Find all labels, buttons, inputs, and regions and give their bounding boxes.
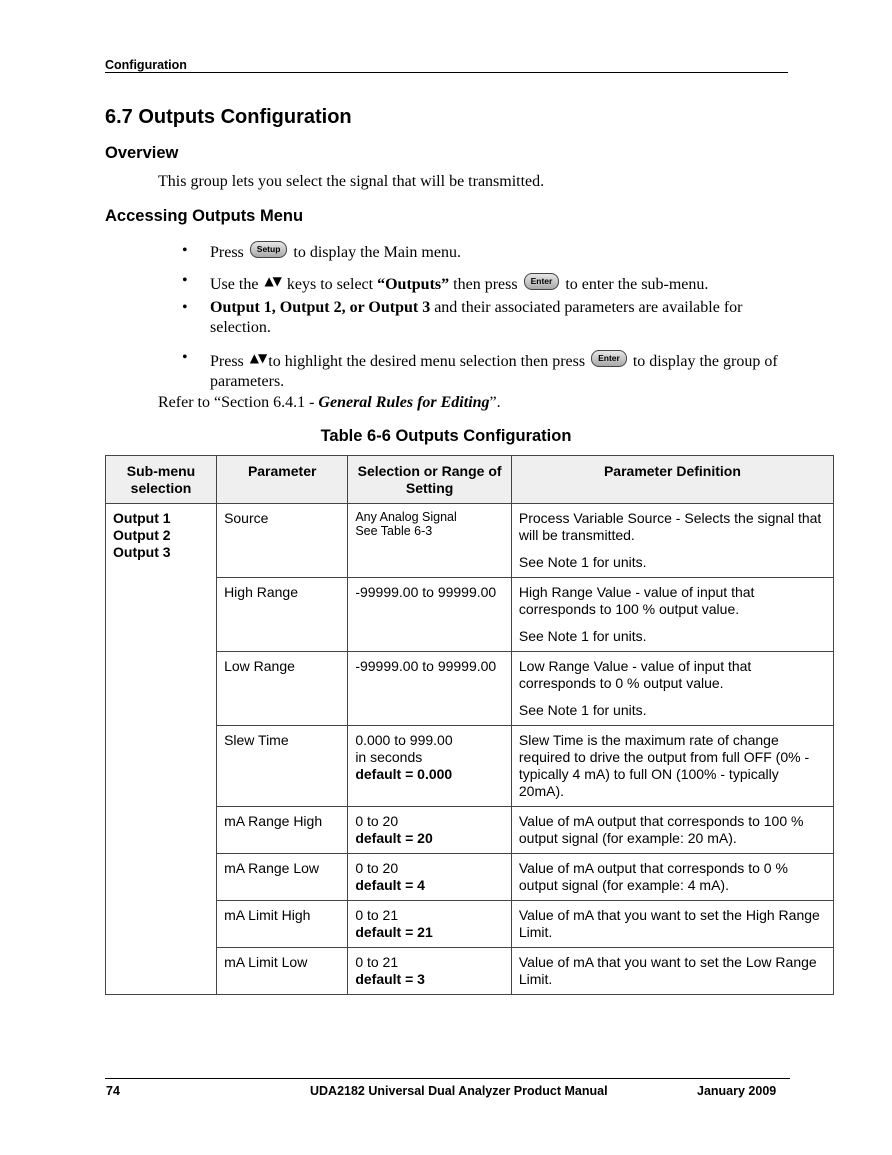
bullet-dot: • xyxy=(182,299,188,316)
footer-rule xyxy=(105,1078,790,1079)
selection-line: 0 to 20 xyxy=(355,860,399,876)
step-4-text-c: to display the group of parameters. xyxy=(210,353,778,390)
table-row xyxy=(106,504,834,578)
enter-key-icon: Enter xyxy=(591,350,627,367)
selection-cell xyxy=(348,726,512,807)
selection-line: 0.000 to 999.00 xyxy=(355,732,453,748)
refer-suffix: ”. xyxy=(489,394,501,411)
refer-link-text: General Rules for Editing xyxy=(318,394,490,411)
step-3-outputs: Output 1, Output 2, or Output 3 xyxy=(210,299,431,316)
step-2-outputs-label: “Outputs” xyxy=(377,276,450,293)
definition-note: See Note 1 for units. xyxy=(518,554,647,570)
running-header: Configuration xyxy=(105,58,788,73)
selection-cell xyxy=(348,807,512,854)
outputs-config-table xyxy=(105,455,834,995)
table-header-row xyxy=(106,456,834,504)
parameter-cell: mA Range High xyxy=(217,807,348,854)
selection-line: 0 to 20 xyxy=(355,813,399,829)
definition-note: See Note 1 for units. xyxy=(518,702,647,718)
enter-key-icon: Enter xyxy=(524,273,560,290)
footer-manual-title: UDA2182 Universal Dual Analyzer Product Manual xyxy=(310,1084,608,1098)
step-1 xyxy=(210,241,790,263)
definition-cell: Value of mA output that corresponds to 100 % output signal (for example: 20 mA). xyxy=(511,807,833,854)
parameter-cell: mA Limit Low xyxy=(217,948,348,995)
definition-cell xyxy=(511,504,833,578)
bullet-dot: • xyxy=(182,349,188,366)
step-4-text-a: Press xyxy=(210,353,248,370)
access-heading: Accessing Outputs Menu xyxy=(105,207,304,225)
step-4-text-b: to highlight the desired menu selection then press xyxy=(268,353,590,370)
refer-prefix: Refer to “Section 6.4.1 - xyxy=(158,394,319,411)
parameter-cell: Low Range xyxy=(217,652,348,726)
selection-cell xyxy=(348,854,512,901)
step-2-text-a: Use the xyxy=(210,276,263,293)
definition-text: Low Range Value - value of input that corresponds to 0 % output value. xyxy=(518,658,752,691)
overview-text: This group lets you select the signal that will be transmitted. xyxy=(158,173,545,190)
definition-cell: Value of mA that you want to set the Low Range Limit. xyxy=(511,948,833,995)
selection-line: 0 to 21 xyxy=(355,907,399,923)
step-1-text-b: to display the Main menu. xyxy=(289,244,461,261)
step-2-text-d: to enter the sub-menu. xyxy=(561,276,709,293)
table-title: Table 6-6 Outputs Configuration xyxy=(320,427,572,445)
step-2 xyxy=(210,271,790,295)
selection-cell xyxy=(348,504,512,578)
definition-cell: Value of mA that you want to set the High Range Limit. xyxy=(511,901,833,948)
selection-line: 0 to 21 xyxy=(355,954,399,970)
definition-cell: Value of mA output that corresponds to 0 % output signal (for example: 4 mA). xyxy=(511,854,833,901)
step-3-text: and their associated parameters are available for selection. xyxy=(210,299,743,336)
selection-line: Any Analog Signal xyxy=(355,510,457,524)
definition-note: See Note 1 for units. xyxy=(518,628,647,644)
header-definition: Parameter Definition xyxy=(511,456,833,504)
submenu-item: Output 2 xyxy=(113,527,171,543)
submenu-item: Output 3 xyxy=(113,544,171,560)
step-2-text-c: then press xyxy=(449,276,522,293)
parameter-cell: mA Limit High xyxy=(217,901,348,948)
selection-cell: -99999.00 to 99999.00 xyxy=(348,578,512,652)
selection-line: in seconds xyxy=(355,749,423,765)
bullet-dot: • xyxy=(182,242,188,259)
selection-line: See Table 6-3 xyxy=(355,524,433,538)
selection-default: default = 4 xyxy=(355,877,425,893)
setup-key-icon: Setup xyxy=(250,241,288,258)
header-parameter: Parameter xyxy=(217,456,348,504)
definition-cell: Slew Time is the maximum rate of change required to drive the output from full OFF (0% - typically 4 mA) to full ON (100% - typically 20mA). xyxy=(511,726,833,807)
step-4 xyxy=(210,348,785,392)
definition-text: High Range Value - value of input that corresponds to 100 % output value. xyxy=(518,584,755,617)
footer-page-number: 74 xyxy=(106,1084,120,1098)
overview-heading: Overview xyxy=(105,144,179,162)
bullet-dot: • xyxy=(182,272,188,289)
definition-cell xyxy=(511,652,833,726)
selection-default: default = 21 xyxy=(355,924,433,940)
parameter-cell: Source xyxy=(217,504,348,578)
up-down-arrows-icon: ▲▼ xyxy=(264,274,281,288)
selection-cell xyxy=(348,948,512,995)
selection-cell: -99999.00 to 99999.00 xyxy=(348,652,512,726)
parameter-cell: High Range xyxy=(217,578,348,652)
parameter-cell: Slew Time xyxy=(217,726,348,807)
parameter-cell: mA Range Low xyxy=(217,854,348,901)
submenu-item: Output 1 xyxy=(113,510,171,526)
selection-cell xyxy=(348,901,512,948)
submenu-cell xyxy=(106,504,217,995)
header-submenu: Sub-menu selection xyxy=(106,456,217,504)
selection-default: default = 0.000 xyxy=(355,766,453,782)
definition-text: Process Variable Source - Selects the signal that will be transmitted. xyxy=(518,510,822,543)
definition-cell xyxy=(511,578,833,652)
selection-default: default = 3 xyxy=(355,971,425,987)
footer-date: January 2009 xyxy=(697,1084,777,1098)
header-selection: Selection or Range of Setting xyxy=(348,456,512,504)
section-title: 6.7 Outputs Configuration xyxy=(105,106,352,128)
step-1-text-a: Press xyxy=(210,244,248,261)
refer-text xyxy=(158,394,501,412)
step-3 xyxy=(210,298,780,338)
step-2-text-b: keys to select xyxy=(282,276,378,293)
selection-default: default = 20 xyxy=(355,830,433,846)
up-down-arrows-icon: ▲▼ xyxy=(249,351,267,365)
